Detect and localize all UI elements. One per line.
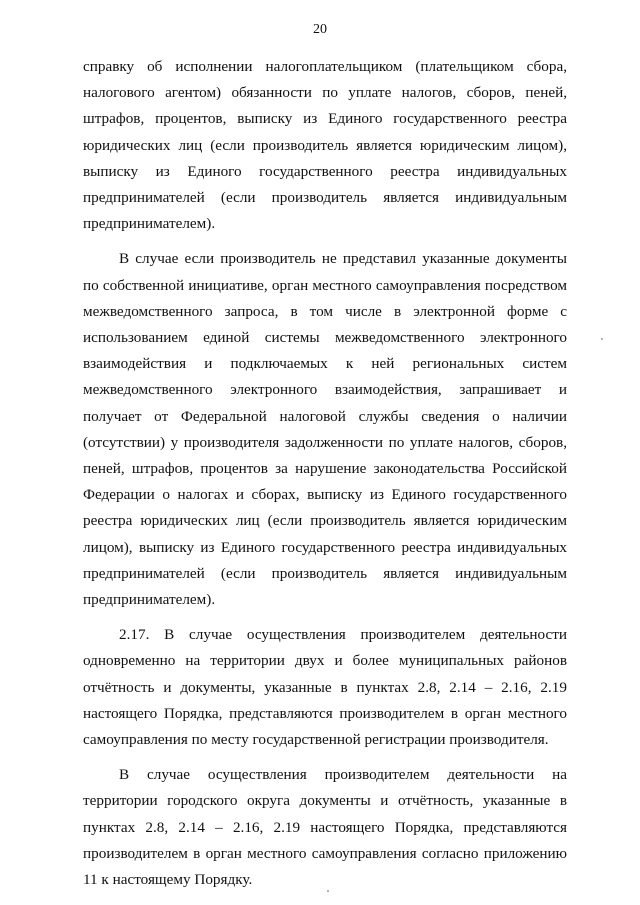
scan-speck (327, 890, 329, 892)
scan-speck (601, 338, 603, 340)
page-number: 20 (313, 22, 327, 37)
document-body (83, 54, 567, 893)
paragraph-city-district: В случае осуществления производителем деятельности на территории городского округа документы и отчётность, указанные в пунктах 2.8, 2.14 – 2.16, 2.19 настоящего Порядка, представляются производителем в орган местного самоуправления согласно приложению 11 к настоящему Порядку. (83, 766, 567, 889)
paragraph-section-2-17: 2.17. В случае осуществления производителем деятельности одновременно на территории двух и более муниципальных районов отчётность и документы, указанные в пунктах 2.8, 2.14 – 2.16, 2.19 настоящего Порядка, представляются производителем в орган местного самоуправления по месту государственной регистрации производителя. (83, 626, 567, 749)
paragraph-interagency-request: В случае если производитель не представил указанные документы по собственной инициативе, орган местного самоуправления посредством межведомственного запроса, в том числе в электронной форме с использованием единой системы межведомственного электронного взаимодействия и подключаемых к ней региональных систем межведомственного электронного взаимодействия, запрашивает и получает от Федеральной налоговой службы сведения о наличии (отсутствии) у производителя задолженности по уплате налогов, сборов, пеней, штрафов, процентов за нарушение законодательства Российской Федерации о налогах и сборах, выписку из Единого государственного реестра юридических лиц (если производитель является юридическим лицом), выписку из Единого государственного реестра индивидуальных предпринимателей (если производитель является индивидуальным предпринимателем). (83, 250, 567, 609)
paragraph-continuation: справку об исполнении налогоплательщиком (плательщиком сбора, налогового агентом) обязанности по уплате налогов, сборов, пеней, штрафов, процентов, выписку из Единого государственного реестра юридических лиц (если производитель является юридическим лицом), выписку из Единого государственного реестра индивидуальных предпринимателей (если производитель является индивидуальным предпринимателем). (83, 58, 567, 233)
